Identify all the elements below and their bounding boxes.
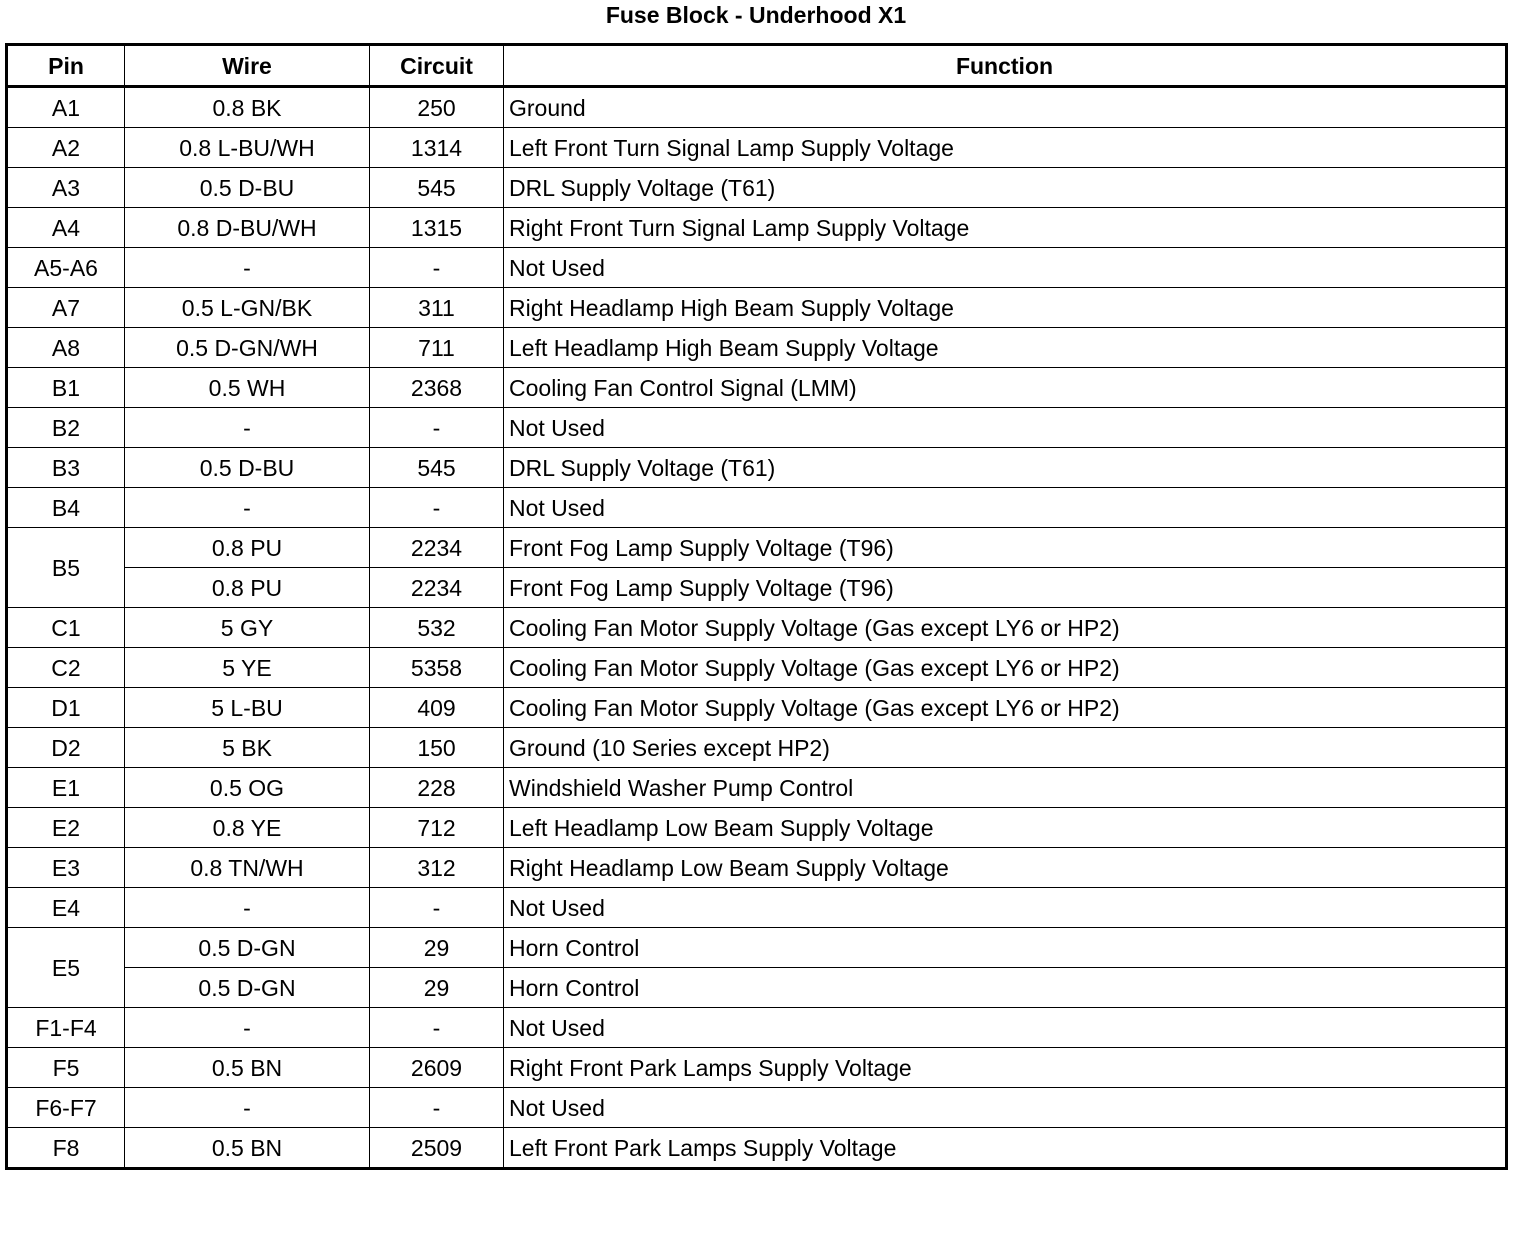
circuit-cell: 228: [370, 768, 504, 808]
function-cell: DRL Supply Voltage (T61): [504, 168, 1507, 208]
page-title: Fuse Block - Underhood X1: [605, 2, 907, 28]
pin-cell: F8: [7, 1128, 125, 1169]
table-row: [7, 288, 1507, 328]
function-cell: Horn Control: [504, 928, 1507, 968]
circuit-cell: 2234: [370, 528, 504, 568]
circuit-cell: 5358: [370, 648, 504, 688]
function-cell: DRL Supply Voltage (T61): [504, 448, 1507, 488]
function-cell: Cooling Fan Motor Supply Voltage (Gas except LY6 or HP2): [504, 688, 1507, 728]
function-cell: Horn Control: [504, 968, 1507, 1008]
function-cell: Front Fog Lamp Supply Voltage (T96): [504, 528, 1507, 568]
function-cell: Right Front Park Lamps Supply Voltage: [504, 1048, 1507, 1088]
pin-cell: F6-F7: [7, 1088, 125, 1128]
wire-cell: 0.8 PU: [125, 568, 370, 608]
wire-cell: -: [125, 1008, 370, 1048]
table-row: [7, 87, 1507, 128]
pin-cell: F5: [7, 1048, 125, 1088]
table-row: [7, 888, 1507, 928]
wire-cell: 0.5 OG: [125, 768, 370, 808]
circuit-cell: -: [370, 248, 504, 288]
wire-cell: 0.5 D-GN: [125, 928, 370, 968]
wire-cell: -: [125, 888, 370, 928]
function-cell: Front Fog Lamp Supply Voltage (T96): [504, 568, 1507, 608]
pin-cell: A5-A6: [7, 248, 125, 288]
pin-cell: B5: [7, 528, 125, 608]
pin-cell: C1: [7, 608, 125, 648]
table-row: [7, 528, 1507, 568]
circuit-cell: 2609: [370, 1048, 504, 1088]
wire-cell: -: [125, 488, 370, 528]
wire-cell: 0.5 BN: [125, 1128, 370, 1169]
function-cell: Windshield Washer Pump Control: [504, 768, 1507, 808]
function-cell: Cooling Fan Motor Supply Voltage (Gas except LY6 or HP2): [504, 608, 1507, 648]
circuit-cell: -: [370, 1008, 504, 1048]
circuit-cell: -: [370, 1088, 504, 1128]
table-row: [7, 208, 1507, 248]
pin-cell: B3: [7, 448, 125, 488]
pin-cell: A1: [7, 87, 125, 128]
table-row: [7, 448, 1507, 488]
table-row: [7, 1128, 1507, 1169]
table-row: [7, 928, 1507, 968]
table-row: [7, 728, 1507, 768]
pin-cell: D2: [7, 728, 125, 768]
circuit-cell: 29: [370, 968, 504, 1008]
wire-cell: -: [125, 1088, 370, 1128]
wire-cell: 0.8 PU: [125, 528, 370, 568]
table-row: [7, 248, 1507, 288]
wire-cell: 0.5 D-BU: [125, 168, 370, 208]
table-row: [7, 848, 1507, 888]
connector-pin-table: [5, 43, 1508, 1170]
wire-cell: 0.8 TN/WH: [125, 848, 370, 888]
function-cell: Left Headlamp Low Beam Supply Voltage: [504, 808, 1507, 848]
circuit-cell: 545: [370, 448, 504, 488]
wire-cell: 0.5 L-GN/BK: [125, 288, 370, 328]
header-row: [7, 45, 1507, 87]
function-cell: Not Used: [504, 488, 1507, 528]
function-cell: Right Headlamp High Beam Supply Voltage: [504, 288, 1507, 328]
circuit-cell: 545: [370, 168, 504, 208]
function-cell: Left Front Park Lamps Supply Voltage: [504, 1128, 1507, 1169]
function-cell: Ground (10 Series except HP2): [504, 728, 1507, 768]
circuit-cell: 29: [370, 928, 504, 968]
function-column-header: Function: [504, 45, 1507, 87]
wire-cell: 0.5 BN: [125, 1048, 370, 1088]
table-row: [7, 368, 1507, 408]
pin-cell: E4: [7, 888, 125, 928]
pin-cell: E2: [7, 808, 125, 848]
function-cell: Not Used: [504, 888, 1507, 928]
wire-cell: 0.8 L-BU/WH: [125, 128, 370, 168]
table-row: [7, 328, 1507, 368]
wire-cell: 5 GY: [125, 608, 370, 648]
pin-cell: E3: [7, 848, 125, 888]
circuit-cell: 1315: [370, 208, 504, 248]
wire-cell: -: [125, 248, 370, 288]
function-cell: Not Used: [504, 1008, 1507, 1048]
wire-cell: 0.5 D-BU: [125, 448, 370, 488]
wire-column-header: Wire: [125, 45, 370, 87]
pin-cell: A4: [7, 208, 125, 248]
table-row: [7, 1048, 1507, 1088]
table-row: [7, 648, 1507, 688]
circuit-cell: 2234: [370, 568, 504, 608]
function-cell: Cooling Fan Control Signal (LMM): [504, 368, 1507, 408]
pin-cell: B1: [7, 368, 125, 408]
table-row: [7, 768, 1507, 808]
wire-cell: 0.8 YE: [125, 808, 370, 848]
table-row: [7, 1008, 1507, 1048]
pin-cell: B4: [7, 488, 125, 528]
table-row: [7, 808, 1507, 848]
pin-cell: F1-F4: [7, 1008, 125, 1048]
wire-cell: 0.8 D-BU/WH: [125, 208, 370, 248]
wire-cell: 5 BK: [125, 728, 370, 768]
table-row: [7, 1088, 1507, 1128]
function-cell: Not Used: [504, 408, 1507, 448]
pin-cell: A3: [7, 168, 125, 208]
wire-cell: 0.5 D-GN: [125, 968, 370, 1008]
pin-cell: A2: [7, 128, 125, 168]
function-cell: Left Front Turn Signal Lamp Supply Voltage: [504, 128, 1507, 168]
function-cell: Cooling Fan Motor Supply Voltage (Gas except LY6 or HP2): [504, 648, 1507, 688]
table-row: [7, 168, 1507, 208]
circuit-cell: 311: [370, 288, 504, 328]
circuit-cell: 2368: [370, 368, 504, 408]
table-row: [7, 688, 1507, 728]
table-body: [7, 87, 1507, 1169]
circuit-cell: 2509: [370, 1128, 504, 1169]
circuit-cell: 312: [370, 848, 504, 888]
pin-cell: E5: [7, 928, 125, 1008]
circuit-cell: 150: [370, 728, 504, 768]
circuit-cell: -: [370, 488, 504, 528]
function-cell: Right Front Turn Signal Lamp Supply Voltage: [504, 208, 1507, 248]
circuit-cell: 409: [370, 688, 504, 728]
table-row: [7, 568, 1507, 608]
circuit-column-header: Circuit: [370, 45, 504, 87]
wire-cell: -: [125, 408, 370, 448]
wire-cell: 0.5 D-GN/WH: [125, 328, 370, 368]
table-row: [7, 408, 1507, 448]
function-cell: Ground: [504, 87, 1507, 128]
wire-cell: 5 L-BU: [125, 688, 370, 728]
pin-cell: E1: [7, 768, 125, 808]
circuit-cell: 1314: [370, 128, 504, 168]
circuit-cell: 711: [370, 328, 504, 368]
wire-cell: 5 YE: [125, 648, 370, 688]
function-cell: Not Used: [504, 1088, 1507, 1128]
pin-cell: D1: [7, 688, 125, 728]
circuit-cell: 250: [370, 87, 504, 128]
function-cell: Right Headlamp Low Beam Supply Voltage: [504, 848, 1507, 888]
table-row: [7, 608, 1507, 648]
function-cell: Left Headlamp High Beam Supply Voltage: [504, 328, 1507, 368]
circuit-cell: 532: [370, 608, 504, 648]
wire-cell: 0.8 BK: [125, 87, 370, 128]
pin-cell: A8: [7, 328, 125, 368]
circuit-cell: -: [370, 888, 504, 928]
wire-cell: 0.5 WH: [125, 368, 370, 408]
pin-cell: B2: [7, 408, 125, 448]
table-row: [7, 968, 1507, 1008]
function-cell: Not Used: [504, 248, 1507, 288]
circuit-cell: -: [370, 408, 504, 448]
table-row: [7, 488, 1507, 528]
pin-column-header: Pin: [7, 45, 125, 87]
pin-cell: A7: [7, 288, 125, 328]
circuit-cell: 712: [370, 808, 504, 848]
pin-cell: C2: [7, 648, 125, 688]
table-row: [7, 128, 1507, 168]
